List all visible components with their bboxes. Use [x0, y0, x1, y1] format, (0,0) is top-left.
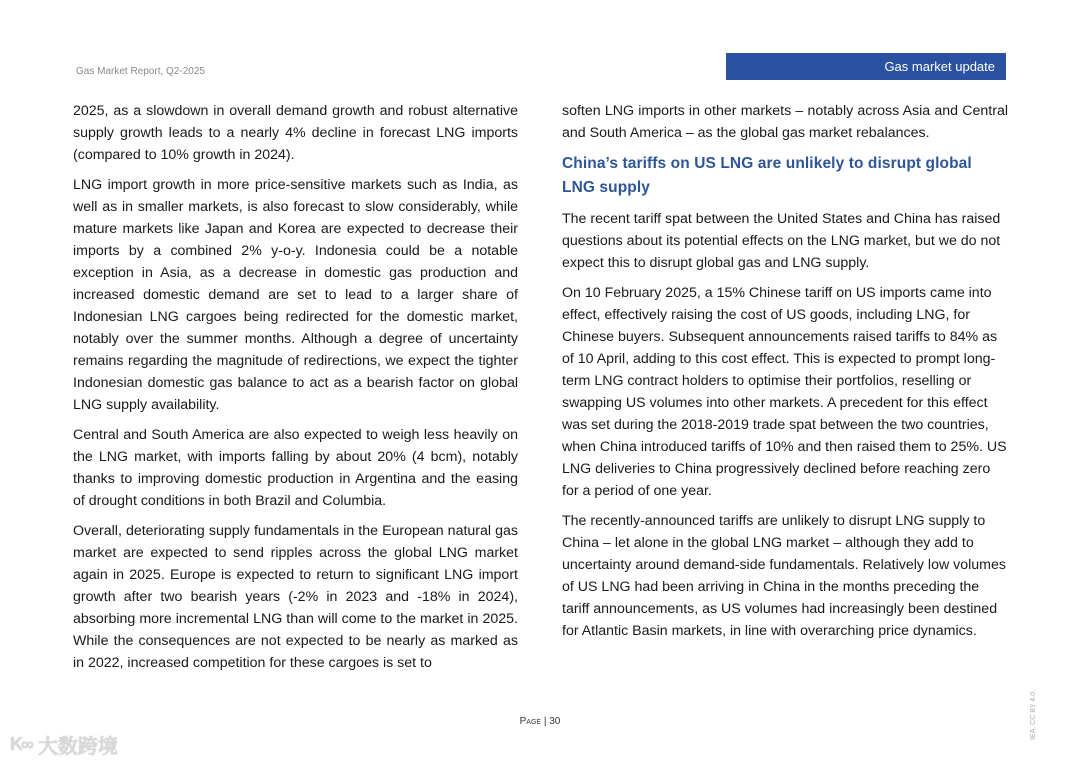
left-column — [73, 100, 518, 682]
watermark-logo-icon: K∞ — [10, 734, 32, 754]
page-separator: | — [541, 716, 550, 727]
right-column — [562, 100, 1008, 650]
watermark-text: 大数跨境 — [37, 736, 118, 758]
body-paragraph: On 10 February 2025, a 15% Chinese tariff on US imports came into effect, effectively raising the cost of US goods, including LNG, for Chinese buyers. Subsequent announcements raised tariffs to 84% as of 10 April, adding to this cost effect. This is expected to prompt long-term LNG contract holders to optimise their portfolios, reselling or swapping US volumes into other markets. A precedent for this effect was set during the 2018-2019 trade spat between the two countries, when China introduced tariffs of 10% and then raised them to 25%. US LNG deliveries to China progressively declined before reaching zero for a period of one year. — [562, 285, 1007, 499]
page-number — [0, 716, 1080, 727]
body-paragraph: 2025, as a slowdown in overall demand growth and robust alternative supply growth leads to a nearly 4% decline in forecast LNG imports (compared to 10% growth in 2024). — [73, 103, 518, 163]
running-header-title: Gas Market Report, Q2-2025 — [76, 66, 205, 77]
body-paragraph: Overall, deteriorating supply fundamentals in the European natural gas market are expected to send ripples across the global LNG market again in 2025. Europe is expected to return to significant LNG import growth after two bearish years (-2% in 2023 and -18% in 2024), absorbing more incremental LNG than will come to the market in 2025. While the consequences are not expected to be nearly as marked as in 2022, increased competition for these cargoes is set to — [73, 523, 518, 671]
body-paragraph: The recently-announced tariffs are unlikely to disrupt LNG supply to China – let alone in the global LNG market – although they add to uncertainty around demand-side fundamentals. Relatively low volumes of US LNG had been arriving in China in the months preceding the tariff announcements, as US volumes had increasingly been destined for Atlantic Basin markets, in line with overarching price dynamics. — [562, 513, 1006, 639]
section-heading: China’s tariffs on US LNG are unlikely to disrupt global LNG supply — [562, 155, 972, 196]
body-paragraph: The recent tariff spat between the United States and China has raised questions about its potential effects on the LNG market, but we do not expect this to disrupt global gas and LNG supply. — [562, 211, 1001, 271]
page-label: Page — [519, 716, 542, 727]
license-note: IEA. CC BY 4.0. — [1030, 689, 1037, 740]
body-paragraph: soften LNG imports in other markets – notably across Asia and Central and South America – as the global gas market rebalances. — [562, 103, 1008, 141]
page-number-value: 30 — [549, 716, 561, 727]
body-paragraph: LNG import growth in more price-sensitive markets such as India, as well as in smaller markets, is also forecast to slow considerably, while mature markets like Japan and Korea are expected to decrease their imports by a combined 2% y-o-y. Indonesia could be a notable exception in Asia, as a decrease in domestic gas production and increased domestic demand are set to lead to a larger share of Indonesian LNG cargoes being redirected for the domestic market, notably over the summer months. Although a degree of uncertainty remains regarding the magnitude of redirections, we expect the tighter Indonesian domestic gas balance to act as a bearish factor on global LNG supply availability. — [73, 177, 518, 413]
watermark — [10, 730, 118, 759]
section-banner: Gas market update — [726, 53, 1006, 80]
body-paragraph: Central and South America are also expected to weigh less heavily on the LNG market, with imports falling by about 20% (4 bcm), notably thanks to improving domestic production in Argentina and the easing of drought conditions in both Brazil and Columbia. — [73, 427, 518, 509]
